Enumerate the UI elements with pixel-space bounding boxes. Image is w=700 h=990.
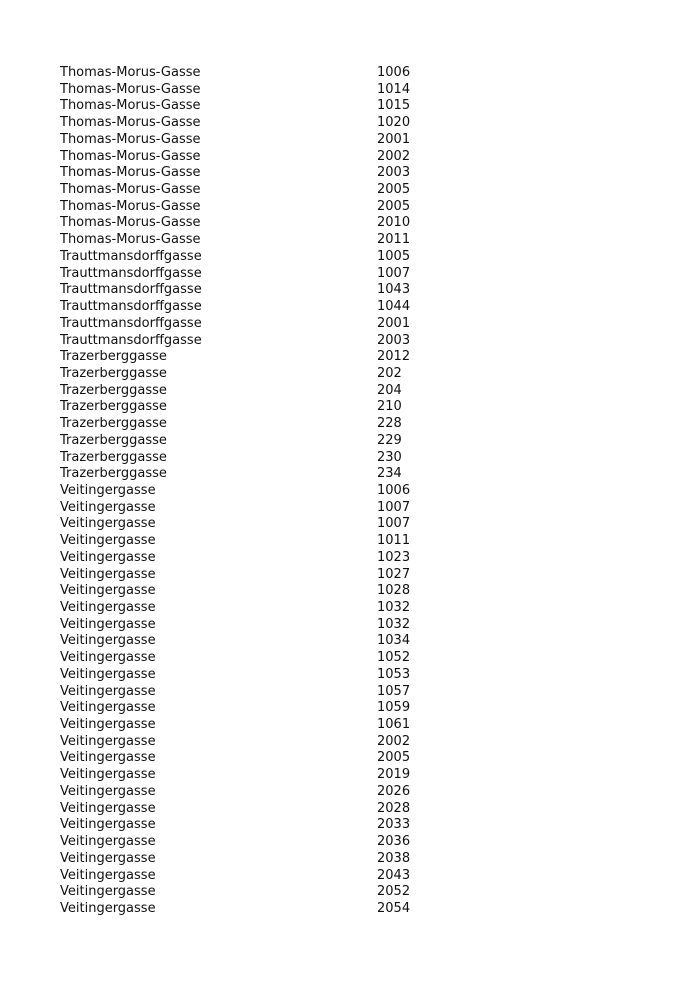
street-name-cell: Veitingergasse: [60, 482, 156, 498]
street-name-cell: Veitingergasse: [60, 750, 156, 766]
number-cell: 1007: [377, 265, 411, 281]
street-name-cell: Thomas-Morus-Gasse: [60, 148, 201, 164]
number-cell: 2005: [377, 750, 411, 766]
street-name-cell: Trazerberggasse: [60, 466, 167, 482]
street-name-cell: Thomas-Morus-Gasse: [60, 198, 201, 214]
number-cell: 228: [377, 416, 402, 432]
number-cell: 2012: [377, 349, 411, 365]
street-name-cell: Trauttmansdorffgasse: [60, 299, 202, 315]
number-cell: 1007: [377, 499, 411, 515]
number-cell: 1032: [377, 600, 411, 615]
number-cell: 1015: [377, 98, 411, 114]
street-name-cell: Trazerberggasse: [60, 416, 167, 432]
number-cell: 1053: [377, 666, 411, 682]
table-row: [60, 149, 440, 166]
street-name-cell: Trazerberggasse: [60, 382, 167, 398]
number-cell: 204: [377, 382, 402, 398]
street-name-cell: Veitingergasse: [60, 700, 156, 716]
number-cell: 2001: [377, 315, 411, 331]
table-row: [60, 600, 440, 617]
number-cell: 230: [377, 449, 402, 465]
number-cell: 2019: [377, 767, 411, 783]
number-cell: 1020: [377, 115, 411, 131]
number-cell: 2005: [377, 198, 411, 214]
street-name-cell: Veitingergasse: [60, 733, 156, 749]
number-cell: 2010: [377, 215, 411, 231]
number-cell: 1006: [377, 65, 411, 80]
number-cell: 1028: [377, 583, 411, 599]
table-row: [60, 516, 440, 533]
number-cell: 1027: [377, 566, 411, 582]
street-name-cell: Trazerberggasse: [60, 365, 167, 381]
street-name-cell: Thomas-Morus-Gasse: [60, 131, 201, 147]
table-row: [60, 851, 440, 868]
table-row: [60, 901, 440, 918]
street-name-cell: Trauttmansdorffgasse: [60, 282, 202, 298]
table-row: [60, 132, 440, 149]
number-cell: 1011: [377, 533, 411, 549]
table-row: [60, 299, 440, 316]
table-row: [60, 266, 440, 283]
street-name-cell: Veitingergasse: [60, 499, 156, 515]
street-name-cell: Trauttmansdorffgasse: [60, 265, 202, 281]
street-name-cell: Veitingergasse: [60, 566, 156, 582]
street-name-cell: Thomas-Morus-Gasse: [60, 232, 201, 248]
table-row: [60, 550, 440, 567]
table-row: [60, 483, 440, 500]
street-name-cell: Veitingergasse: [60, 767, 156, 783]
table-row: [60, 316, 440, 333]
street-name-cell: Veitingergasse: [60, 850, 156, 866]
number-cell: 1007: [377, 516, 411, 532]
table-row: [60, 349, 440, 366]
number-cell: 2028: [377, 800, 411, 816]
table-row: [60, 232, 440, 249]
address-table: [60, 65, 440, 918]
street-name-cell: Veitingergasse: [60, 516, 156, 532]
street-name-cell: Trazerberggasse: [60, 399, 167, 415]
table-row: [60, 617, 440, 634]
table-row: [60, 784, 440, 801]
street-name-cell: Thomas-Morus-Gasse: [60, 215, 201, 231]
street-name-cell: Trazerberggasse: [60, 449, 167, 465]
street-name-cell: Veitingergasse: [60, 867, 156, 883]
table-row: [60, 399, 440, 416]
table-row: [60, 82, 440, 99]
number-cell: 2005: [377, 182, 411, 198]
table-row: [60, 834, 440, 851]
table-row: [60, 633, 440, 650]
number-cell: 210: [377, 399, 402, 415]
table-row: [60, 750, 440, 767]
number-cell: 1006: [377, 482, 411, 498]
number-cell: 202: [377, 365, 402, 381]
street-name-cell: Thomas-Morus-Gasse: [60, 98, 201, 114]
street-name-cell: Thomas-Morus-Gasse: [60, 81, 201, 97]
number-cell: 2001: [377, 131, 411, 147]
table-row: [60, 884, 440, 901]
table-row: [60, 817, 440, 834]
table-row: [60, 249, 440, 266]
table-row: [60, 416, 440, 433]
number-cell: 2054: [377, 900, 411, 916]
street-name-cell: Trauttmansdorffgasse: [60, 332, 202, 348]
street-name-cell: Veitingergasse: [60, 583, 156, 599]
street-name-cell: Veitingergasse: [60, 717, 156, 733]
table-row: [60, 450, 440, 467]
table-row: [60, 65, 440, 82]
table-row: [60, 801, 440, 818]
table-row: [60, 333, 440, 350]
number-cell: 229: [377, 432, 402, 448]
table-row: [60, 215, 440, 232]
number-cell: 2026: [377, 783, 411, 799]
table-row: [60, 583, 440, 600]
number-cell: 1052: [377, 650, 411, 666]
number-cell: 1005: [377, 248, 411, 264]
number-cell: 1044: [377, 299, 411, 315]
table-row: [60, 98, 440, 115]
table-row: [60, 533, 440, 550]
street-name-cell: Thomas-Morus-Gasse: [60, 165, 201, 181]
table-row: [60, 433, 440, 450]
street-name-cell: Thomas-Morus-Gasse: [60, 115, 201, 131]
number-cell: 2011: [377, 232, 411, 248]
street-name-cell: Veitingergasse: [60, 683, 156, 699]
table-row: [60, 868, 440, 885]
number-cell: 1061: [377, 717, 411, 733]
street-name-cell: Veitingergasse: [60, 817, 156, 833]
street-name-cell: Trazerberggasse: [60, 432, 167, 448]
street-name-cell: Veitingergasse: [60, 783, 156, 799]
street-name-cell: Veitingergasse: [60, 900, 156, 916]
table-row: [60, 115, 440, 132]
table-row: [60, 282, 440, 299]
table-row: [60, 182, 440, 199]
number-cell: 1059: [377, 700, 411, 716]
table-row: [60, 700, 440, 717]
street-name-cell: Veitingergasse: [60, 600, 156, 615]
street-name-cell: Trauttmansdorffgasse: [60, 248, 202, 264]
number-cell: 1032: [377, 616, 411, 632]
table-row: [60, 165, 440, 182]
table-row: [60, 767, 440, 784]
number-cell: 2033: [377, 817, 411, 833]
number-cell: 1043: [377, 282, 411, 298]
number-cell: 1057: [377, 683, 411, 699]
table-row: [60, 684, 440, 701]
street-name-cell: Trauttmansdorffgasse: [60, 315, 202, 331]
street-name-cell: Trazerberggasse: [60, 349, 167, 365]
street-name-cell: Veitingergasse: [60, 616, 156, 632]
table-row: [60, 567, 440, 584]
table-row: [60, 366, 440, 383]
number-cell: 2003: [377, 332, 411, 348]
number-cell: 1023: [377, 549, 411, 565]
street-name-cell: Veitingergasse: [60, 666, 156, 682]
street-name-cell: Veitingergasse: [60, 884, 156, 900]
street-name-cell: Veitingergasse: [60, 834, 156, 850]
street-name-cell: Thomas-Morus-Gasse: [60, 182, 201, 198]
number-cell: 2052: [377, 884, 411, 900]
street-name-cell: Veitingergasse: [60, 533, 156, 549]
number-cell: 2036: [377, 834, 411, 850]
number-cell: 1014: [377, 81, 411, 97]
number-cell: 2038: [377, 850, 411, 866]
number-cell: 2002: [377, 148, 411, 164]
table-row: [60, 717, 440, 734]
street-name-cell: Veitingergasse: [60, 800, 156, 816]
table-row: [60, 466, 440, 483]
table-row: [60, 734, 440, 751]
table-row: [60, 650, 440, 667]
number-cell: 2003: [377, 165, 411, 181]
number-cell: 1034: [377, 633, 411, 649]
table-row: [60, 199, 440, 216]
number-cell: 2043: [377, 867, 411, 883]
street-name-cell: Veitingergasse: [60, 650, 156, 666]
table-row: [60, 500, 440, 517]
number-cell: 234: [377, 466, 402, 482]
street-name-cell: Thomas-Morus-Gasse: [60, 65, 201, 80]
table-row: [60, 667, 440, 684]
street-name-cell: Veitingergasse: [60, 633, 156, 649]
street-name-cell: Veitingergasse: [60, 549, 156, 565]
table-row: [60, 383, 440, 400]
number-cell: 2002: [377, 733, 411, 749]
